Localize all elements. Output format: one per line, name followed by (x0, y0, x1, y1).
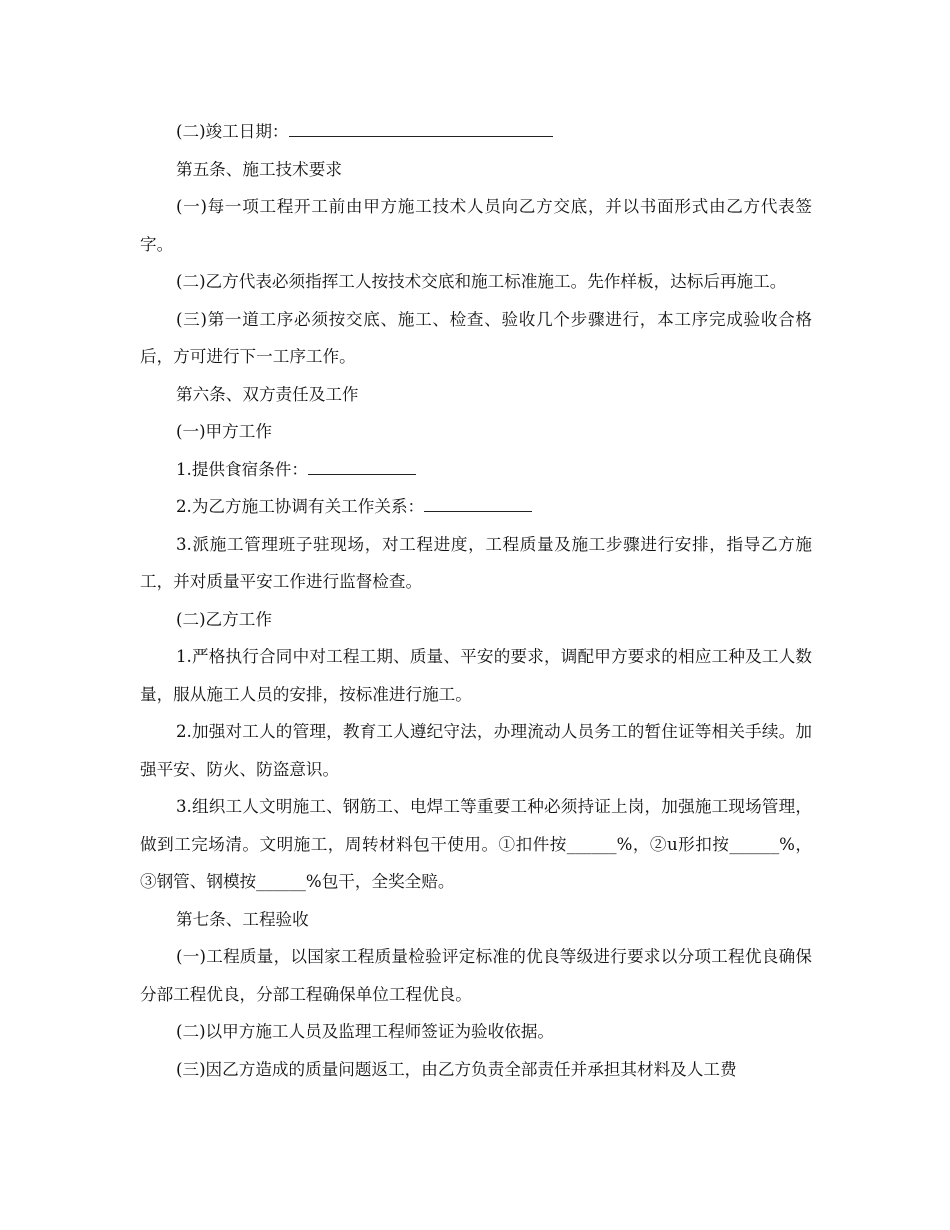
article-7-title: 第七条、工程验收 (176, 909, 309, 929)
completion-date-blank[interactable] (289, 120, 553, 137)
party-b-item-1: 1.严格执行合同中对工程工期、质量、平安的要求，调配甲方要求的相应工种及工人数量，服从施工人员的安排，按标准进行施工。 (140, 647, 812, 704)
article-7-item-1: (一)工程质量，以国家工程质量检验评定标准的优良等级进行要求以分项工程优良确保分部工程优良，分部工程确保单位工程优良。 (140, 947, 812, 1004)
article-7-item-3: (三)因乙方造成的质量问题返工，由乙方负责全部责任并承担其材料及人工费 (176, 1059, 737, 1079)
coordination-blank[interactable] (424, 495, 532, 512)
party-a-item-3: 3.派施工管理班子驻现场，对工程进度，工程质量及施工步骤进行安排，指导乙方施工，并对质量平安工作进行监督检查。 (140, 534, 812, 591)
party-a-item-1: 1.提供食宿条件： (140, 451, 812, 489)
party-a-item-2: 2.为乙方施工协调有关工作关系： (140, 488, 812, 526)
party-a-title: (一)甲方工作 (176, 422, 272, 441)
completion-date-line: (二)竣工日期： (140, 113, 812, 151)
article-5-item-2: (二)乙方代表必须指挥工人按技术交底和施工标准施工。先作样板，达标后再施工。 (176, 272, 787, 291)
party-b-title: (二)乙方工作 (176, 609, 272, 629)
article-6-title: 第六条、双方责任及工作 (176, 384, 359, 404)
article-5-title: 第五条、施工技术要求 (176, 159, 342, 179)
lodging-blank[interactable] (308, 458, 416, 475)
document-body (140, 113, 812, 1088)
article-5-item-3: (三)第一道工序必须按交底、施工、检查、验收几个步骤进行，本工序完成验收合格后，方可进行下一工序工作。 (140, 309, 812, 366)
party-b-item-3: 3.组织工人文明施工、钢筋工、电焊工等重要工种必须持证上岗，加强施工现场管理，做到工完场清。文明施工，周转材料包干使用。①扣件按______%，②u形扣按______%，③钢管、钢模按______%包干，全奖全赔。 (140, 797, 812, 891)
article-5-item-1: (一)每一项工程开工前由甲方施工技术人员向乙方交底，并以书面形式由乙方代表签字。 (140, 197, 812, 254)
party-b-item-2: 2.加强对工人的管理，教育工人遵纪守法，办理流动人员务工的暂住证等相关手续。加强平安、防火、防盗意识。 (140, 722, 812, 779)
article-7-item-2: (二)以甲方施工人员及监理工程师签证为验收依据。 (176, 1022, 555, 1041)
